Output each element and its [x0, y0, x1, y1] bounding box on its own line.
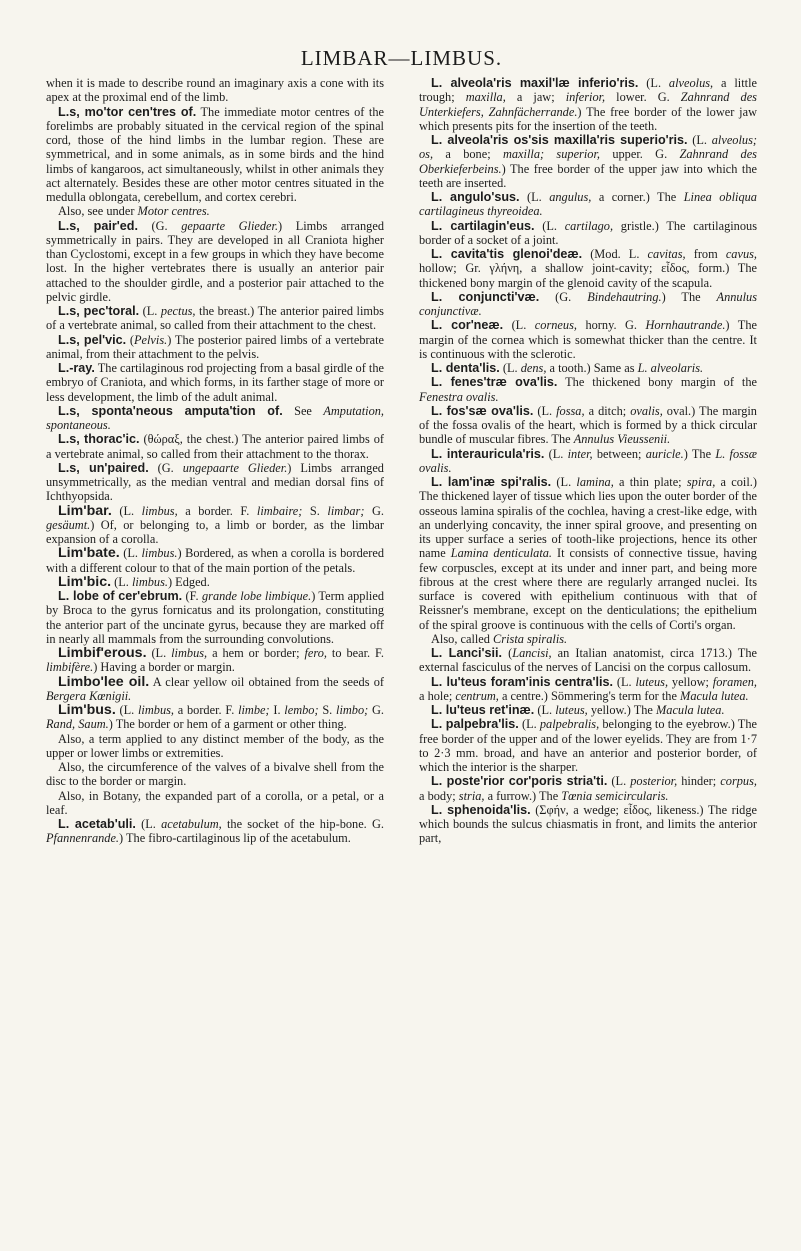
italic-term: Pfannenrande.	[46, 831, 120, 846]
headword: L. denta'lis.	[431, 361, 500, 375]
entry-text: (L.	[519, 190, 550, 204]
dictionary-entry	[46, 361, 384, 404]
entry-text: ) The free border of the lower jaw which presents pits for the insertion of the teeth.	[419, 104, 757, 133]
entry-text: (θώραξ, the chest.) The anterior paired limbs of a vertebrate animal, so called from their attachment to the thorax.	[46, 432, 384, 461]
italic-term: Hornhautrande.	[645, 318, 726, 333]
headword: L.s, sponta'neous amputa'tion of.	[58, 403, 283, 418]
italic-term: Zahnrand des Oberkieferbeins.	[419, 147, 757, 176]
dictionary-entry	[419, 404, 757, 447]
italic-term: Bindehautring.	[587, 289, 662, 304]
italic-term: Lamina denticulata.	[450, 546, 553, 561]
entry-text: upper. G.	[600, 147, 680, 162]
headword: Lim'bic.	[58, 573, 112, 590]
entry-text: (Σφήν, a wedge; εἶδος, likeness.) The ridge which bounds the sulcus chiasmatis in front, and limits the anterior part,	[419, 802, 757, 846]
entry-text: a little trough;	[419, 76, 757, 105]
headword: Limbif'erous.	[58, 645, 147, 661]
dictionary-entry	[419, 318, 757, 361]
italic-term: limbus,	[141, 503, 178, 518]
italic-term: L. fossæ ovalis.	[419, 446, 757, 475]
italic-term: lembo;	[284, 703, 319, 717]
italic-term: Rand, Saum.	[46, 717, 109, 732]
entry-text: ) The posterior paired limbs of a vertebrate animal, from their attachment to the pelvis.	[46, 332, 385, 361]
italic-term: cavus,	[725, 247, 758, 261]
italic-term: Lancisi,	[512, 646, 552, 660]
dictionary-entry	[46, 646, 384, 675]
entry-text: (	[126, 332, 134, 347]
italic-term: Zahnrand des Unterkiefers, Zahnfächerrande.	[419, 90, 757, 119]
continued-text	[46, 76, 384, 105]
entry-text: oval.) The margin of the fossa ovalis of the heart, which is formed by a thick circular bundle of muscular fibres. The	[419, 403, 757, 447]
entry-text: (L.	[544, 446, 568, 461]
entry-text: (L.	[135, 817, 162, 831]
dictionary-entry	[46, 461, 384, 504]
italic-term: grande lobe limbique.	[201, 589, 312, 603]
italic-term: ovalis,	[630, 403, 663, 418]
italic-term: Bergera Kœnigii.	[46, 688, 132, 703]
headword: L. alveola'ris os'sis maxilla'ris superio'ris.	[431, 133, 688, 147]
entry-text: a coil.) The thickened layer of tissue which lies upon the outer border of the osseous lamina spiralis of the cochlea, having a crest-like edge, with an underlying concavity, the inner spiral groove, and presenting on its upper surface a series of tooth-like projections, hence its other name	[419, 475, 757, 561]
entry-text: a thin plate;	[613, 475, 687, 489]
columns	[46, 76, 757, 846]
italic-term: foramen,	[712, 674, 757, 689]
dictionary-entry	[419, 375, 757, 404]
entry-text: (L.	[111, 503, 142, 518]
entry-text: (L.	[499, 361, 521, 375]
entry-text: a border. F.	[174, 703, 239, 717]
entry-text: ) The margin of the cornea which is somewhat thicker than the centre. It is continuous with the sclerotic.	[419, 318, 757, 361]
italic-term: acetabulum,	[161, 817, 222, 831]
italic-term: corpus,	[720, 774, 757, 789]
left-column	[46, 76, 384, 846]
headword: L.s, thorac'ic.	[58, 432, 140, 447]
entry-text: ) Edged.	[167, 574, 210, 589]
dictionary-entry	[419, 290, 757, 319]
right-column	[419, 76, 757, 846]
headword: L. conjuncti'væ.	[431, 289, 540, 304]
italic-term: lamina,	[576, 475, 614, 489]
entry-text: A clear yellow oil obtained from the seeds of	[149, 674, 384, 689]
italic-term: inferior,	[565, 90, 606, 105]
entry-text: (L.	[638, 76, 669, 90]
italic-term: angulus,	[549, 190, 592, 204]
dictionary-entry	[46, 304, 384, 333]
dictionary-entry	[46, 575, 384, 589]
dictionary-entry	[419, 803, 757, 846]
entry-text: I.	[269, 703, 285, 717]
headword: Lim'bus.	[58, 702, 116, 718]
italic-term: Tœnia semicircularis.	[561, 788, 669, 803]
italic-term: limbaire;	[256, 503, 303, 518]
dictionary-entry	[419, 361, 757, 375]
italic-term: maxilla; superior,	[502, 147, 600, 162]
italic-term: corneus,	[534, 318, 577, 333]
dictionary-entry	[419, 247, 757, 290]
italic-term: limbe;	[238, 703, 270, 717]
headword: L. fenes'træ ova'lis.	[431, 375, 558, 390]
dictionary-entry	[46, 333, 384, 362]
entry-text: (L.	[115, 703, 138, 717]
entry-text: (L.	[534, 218, 565, 233]
italic-term: Macula lutea.	[680, 688, 749, 703]
entry-text: S.	[318, 703, 337, 717]
entry-text: ) Of, or belonging to, a limb or border, as the limbar expansion of a corolla.	[46, 517, 384, 546]
italic-term: centrum,	[455, 688, 499, 703]
headword: L. acetab'uli.	[58, 817, 136, 831]
headword: L.s, pair'ed.	[58, 218, 138, 233]
entry-text: Also, called	[431, 631, 494, 646]
entry-text: a corner.) The	[591, 190, 684, 204]
headword: L.-ray.	[58, 361, 95, 375]
headword: L. angulo'sus.	[431, 190, 520, 204]
italic-term: posterior,	[630, 774, 678, 789]
italic-term: limbus.	[131, 574, 168, 589]
dictionary-entry	[419, 133, 757, 190]
italic-term: Crista spiralis.	[493, 631, 568, 646]
running-head: LIMBAR—LIMBUS.	[300, 46, 503, 70]
entry-text: a furrow.) The	[484, 788, 562, 803]
italic-term: cartilago,	[564, 218, 614, 233]
italic-term: fero,	[304, 646, 327, 660]
entry-text: (L.	[111, 574, 132, 589]
entry-text: ) The free border of the upper jaw into which the teeth are inserted.	[419, 161, 757, 190]
entry-text: between;	[592, 446, 646, 461]
italic-term: Fenestra ovalis.	[419, 389, 499, 404]
italic-term: fossa,	[556, 403, 585, 418]
italic-term: limbus,	[138, 703, 175, 717]
entry-text: ) Limbs arranged symmetrically in pairs. They are developed in all Craniota higher than Cyclostomi, except in a few groups in which they have become lost. In the higher vertebrates there is usually an anterior pair attached to the shoulder girdle, and a posterior pair attached to the pelvic girdle.	[46, 218, 384, 304]
italic-term: dens,	[520, 361, 547, 375]
entry-text: (G.	[148, 460, 183, 475]
headword: L. lu'teus ret'inæ.	[431, 703, 535, 717]
headword: L. lobe of cer'ebrum.	[58, 589, 183, 603]
dictionary-entry	[419, 717, 757, 774]
headword: L.s, pel'vic.	[58, 332, 127, 347]
italic-term: alveolus,	[668, 76, 714, 90]
entry-text: (L.	[613, 674, 636, 689]
dictionary-entry	[419, 774, 757, 803]
italic-term: Annulus Vieussenii.	[573, 432, 671, 447]
entry-text: an Italian anatomist, circa 1713.) The external fasciculus of the nerves of Lancisi on the corpus callosum.	[419, 646, 757, 675]
entry-text: (	[502, 646, 513, 660]
dictionary-entry	[46, 675, 384, 704]
italic-term: limbus.	[141, 546, 178, 561]
entry-text: The cartilaginous rod projecting from a basal girdle of the embryo of Craniota, and which forms, in its farther stage of more or less development, the limb of the adult animal.	[46, 361, 384, 404]
dictionary-entry	[419, 76, 757, 133]
entry-text: Also, in Botany, the expanded part of a corolla, or a petal, or a leaf.	[46, 788, 384, 817]
entry-text: the breast.) The anterior paired limbs of a vertebrate animal, so called from their attachment to the chest.	[46, 304, 384, 333]
entry-text: yellow;	[668, 674, 713, 689]
entry-text: (Mod. L.	[582, 247, 648, 261]
italic-term: Macula lutea.	[655, 703, 725, 717]
dictionary-entry	[419, 632, 757, 646]
italic-term: Annulus conjunctivæ.	[419, 289, 757, 318]
headword: L. palpebra'lis.	[431, 717, 519, 732]
entry-text: a tooth.) Same as	[546, 361, 638, 375]
entry-text: The thickened bony margin of the	[557, 375, 757, 390]
italic-term: gepaarte Glieder.	[181, 218, 279, 233]
entry-text: hinder;	[677, 774, 721, 789]
headword: Lim'bate.	[58, 545, 120, 562]
headword: L. alveola'ris maxil'læ inferio'ris.	[431, 76, 639, 90]
dictionary-entry	[419, 675, 757, 704]
headword: L.s, un'paired.	[58, 460, 149, 475]
dictionary-entry	[419, 475, 757, 632]
entry-text: a ditch;	[584, 403, 631, 418]
dictionary-entry	[419, 703, 757, 717]
dictionary-entry	[419, 219, 757, 248]
entry-text: gristle.) The cartilaginous border of a socket of a joint.	[419, 218, 757, 247]
entry-text: (L.	[139, 304, 161, 318]
italic-term: palpebralis,	[539, 717, 600, 732]
italic-term: luteus,	[555, 703, 588, 717]
headword: L. lu'teus foram'inis centra'lis.	[431, 674, 614, 689]
italic-term: limbar;	[327, 503, 365, 518]
entry-text: ) The	[661, 289, 717, 304]
entry-text: ) Term applied by Broca to the gyrus fornicatus and its prolongation, constituting the anterior part of the uncinate gyrus, because they are marked off in nearly all mammals from the surrounding convolutions.	[46, 589, 384, 646]
italic-term: spira,	[686, 475, 716, 489]
entry-text: See	[282, 403, 324, 418]
dictionary-entry	[46, 546, 384, 575]
entry-text: Also, a term applied to any distinct member of the body, as the upper or lower limbs or extremities.	[46, 731, 384, 760]
entry-text: from	[685, 247, 726, 261]
entry-text: belonging to the eyebrow.) The free border of the upper and of the lower eyelids. They are from 1·7 to 2·3 mm. broad, and have an anterior and posterior border, of which the interior is the sharper.	[419, 717, 757, 774]
entry-text: the socket of the hip-bone. G.	[221, 817, 384, 831]
dictionary-entry	[46, 105, 384, 205]
dictionary-entry	[46, 204, 384, 218]
entry-text: a hem or border;	[207, 646, 305, 660]
entry-text: a body;	[419, 788, 459, 803]
italic-term: Motor centres.	[137, 204, 210, 219]
dictionary-entry	[419, 447, 757, 476]
entry-text: a bone;	[433, 147, 503, 162]
dictionary-entry	[46, 432, 384, 461]
dictionary-entry	[46, 732, 384, 761]
italic-term: limbifère.	[46, 660, 94, 675]
dictionary-entry	[419, 190, 757, 219]
headword: L.s, pec'toral.	[58, 304, 140, 318]
entry-text: (L.	[119, 546, 142, 561]
entry-text: (L.	[687, 133, 712, 147]
italic-term: stria,	[458, 788, 485, 803]
italic-term: ungepaarte Glieder.	[182, 460, 288, 475]
entry-text: Also, see under	[58, 204, 138, 219]
entry-text: S.	[302, 503, 328, 518]
italic-term: cavitas,	[647, 247, 686, 261]
italic-term: gesäumt.	[46, 517, 91, 532]
headword: L. cartilagin'eus.	[431, 218, 535, 233]
italic-term: inter,	[567, 446, 593, 461]
entry-text: a centre.) Sömmering's term for the	[498, 688, 681, 703]
headword: L. poste'rior cor'poris stria'ti.	[431, 774, 608, 789]
italic-term: Pelvis.	[133, 332, 168, 347]
italic-term: alveolus; os,	[419, 133, 757, 162]
dictionary-entry	[46, 589, 384, 646]
entry-text: horny. G.	[576, 318, 646, 333]
dictionary-entry	[46, 219, 384, 305]
entry-text: (L.	[518, 717, 540, 732]
entry-text: (G.	[137, 218, 182, 233]
headword: L. fos'sæ ova'lis.	[431, 403, 534, 418]
entry-text: yellow.) The	[587, 703, 656, 717]
entry-text: ) The fibro-cartilaginous lip of the acetabulum.	[119, 831, 351, 846]
headword: L. cavita'tis glenoi'deæ.	[431, 247, 583, 261]
entry-text: ) Limbs arranged unsymmetrically, as the median ventral and median dorsal fins of Ichthyopsida.	[46, 460, 384, 504]
italic-term: auricle.	[645, 446, 684, 461]
entry-text: (L.	[534, 703, 556, 717]
headword: L. interauricula'ris.	[431, 446, 545, 461]
entry-text: (L.	[146, 646, 172, 660]
entry-text: hollow; Gr. γλήνη, a shallow joint-cavity; εἶδος, form.) The thickened bony margin of the glenoid cavity of the scapula.	[419, 261, 757, 290]
entry-text: lower. G.	[605, 90, 681, 105]
headword: L. sphenoida'lis.	[431, 802, 531, 817]
entry-text: when it is made to describe round an imaginary axis a cone with its apex at the proximal end of the limb.	[46, 76, 384, 105]
italic-term: L. alveolaris.	[637, 361, 704, 375]
entry-text: a border. F.	[177, 503, 257, 518]
entry-text: It consists of connective tissue, having few corpuscles, except at its under and inner part, and being more fibrous at the crest where there are regularly arranged nuclei. Its surface is covered with epithelium continuous with that of Reissner's membrane, except on the denticulations; the epithelium of the spiral groove is continuous with the cells of Corti's organ.	[419, 546, 757, 632]
entry-text: ) The	[683, 446, 716, 461]
entry-text: (G.	[539, 289, 588, 304]
headword: Lim'bar.	[58, 502, 112, 519]
entry-text: (L.	[607, 774, 631, 789]
entry-text: ) The border or hem of a garment or other thing.	[108, 717, 347, 732]
entry-text: (F.	[182, 589, 202, 603]
headword: L. Lanci'sii.	[431, 646, 503, 660]
entry-text: ) Having a border or margin.	[93, 660, 235, 675]
entry-text: a jaw;	[505, 90, 566, 105]
italic-term: limbus,	[171, 646, 208, 660]
italic-term: maxilla,	[465, 90, 506, 105]
entry-text: to bear. F.	[326, 646, 384, 660]
dictionary-entry	[419, 646, 757, 675]
dictionary-entry	[46, 504, 384, 547]
entry-text: (L.	[503, 318, 535, 333]
italic-term: limbo;	[336, 703, 369, 717]
dictionary-entry	[46, 760, 384, 789]
headword: L. cor'neæ.	[431, 318, 504, 333]
dictionary-entry	[46, 703, 384, 732]
entry-text: Also, the circumference of the valves of a bivalve shell from the disc to the border or margin.	[46, 760, 384, 789]
entry-text: ) Bordered, as when a corolla is bordered with a different colour to that of the main portion of the petals.	[46, 546, 384, 575]
headword: L.s, mo'tor cen'tres of.	[58, 104, 197, 119]
entry-text: G.	[368, 703, 385, 717]
entry-text: (L.	[551, 475, 577, 489]
entry-text: G.	[364, 503, 384, 518]
italic-term: pectus,	[160, 304, 196, 318]
entry-text: (L.	[533, 403, 557, 418]
headword: Limbo'lee oil.	[58, 673, 150, 690]
italic-term: Linea obliqua cartilagineus thyreoidea.	[419, 190, 757, 219]
entry-text: a hole;	[419, 688, 456, 703]
headword: L. lam'inæ spi'ralis.	[431, 475, 552, 489]
dictionary-entry	[46, 404, 384, 433]
italic-term: Amputation, spontaneous.	[46, 403, 385, 432]
dictionary-entry	[46, 817, 384, 846]
italic-term: luteus,	[635, 674, 669, 689]
dictionary-entry	[46, 789, 384, 818]
entry-text: The immediate motor centres of the forelimbs are probably situated in the cervical region of the spinal cord, those of the hind limbs in the lumbar region. These are symmetrical, and in some animals, as in some birds and the hind limbs of kangaroos, act simultaneously, whilst in other animals they act alternately. Besides these are other motor centres situated in the medulla oblongata, cerebellum, and cortex cerebri.	[46, 104, 384, 204]
